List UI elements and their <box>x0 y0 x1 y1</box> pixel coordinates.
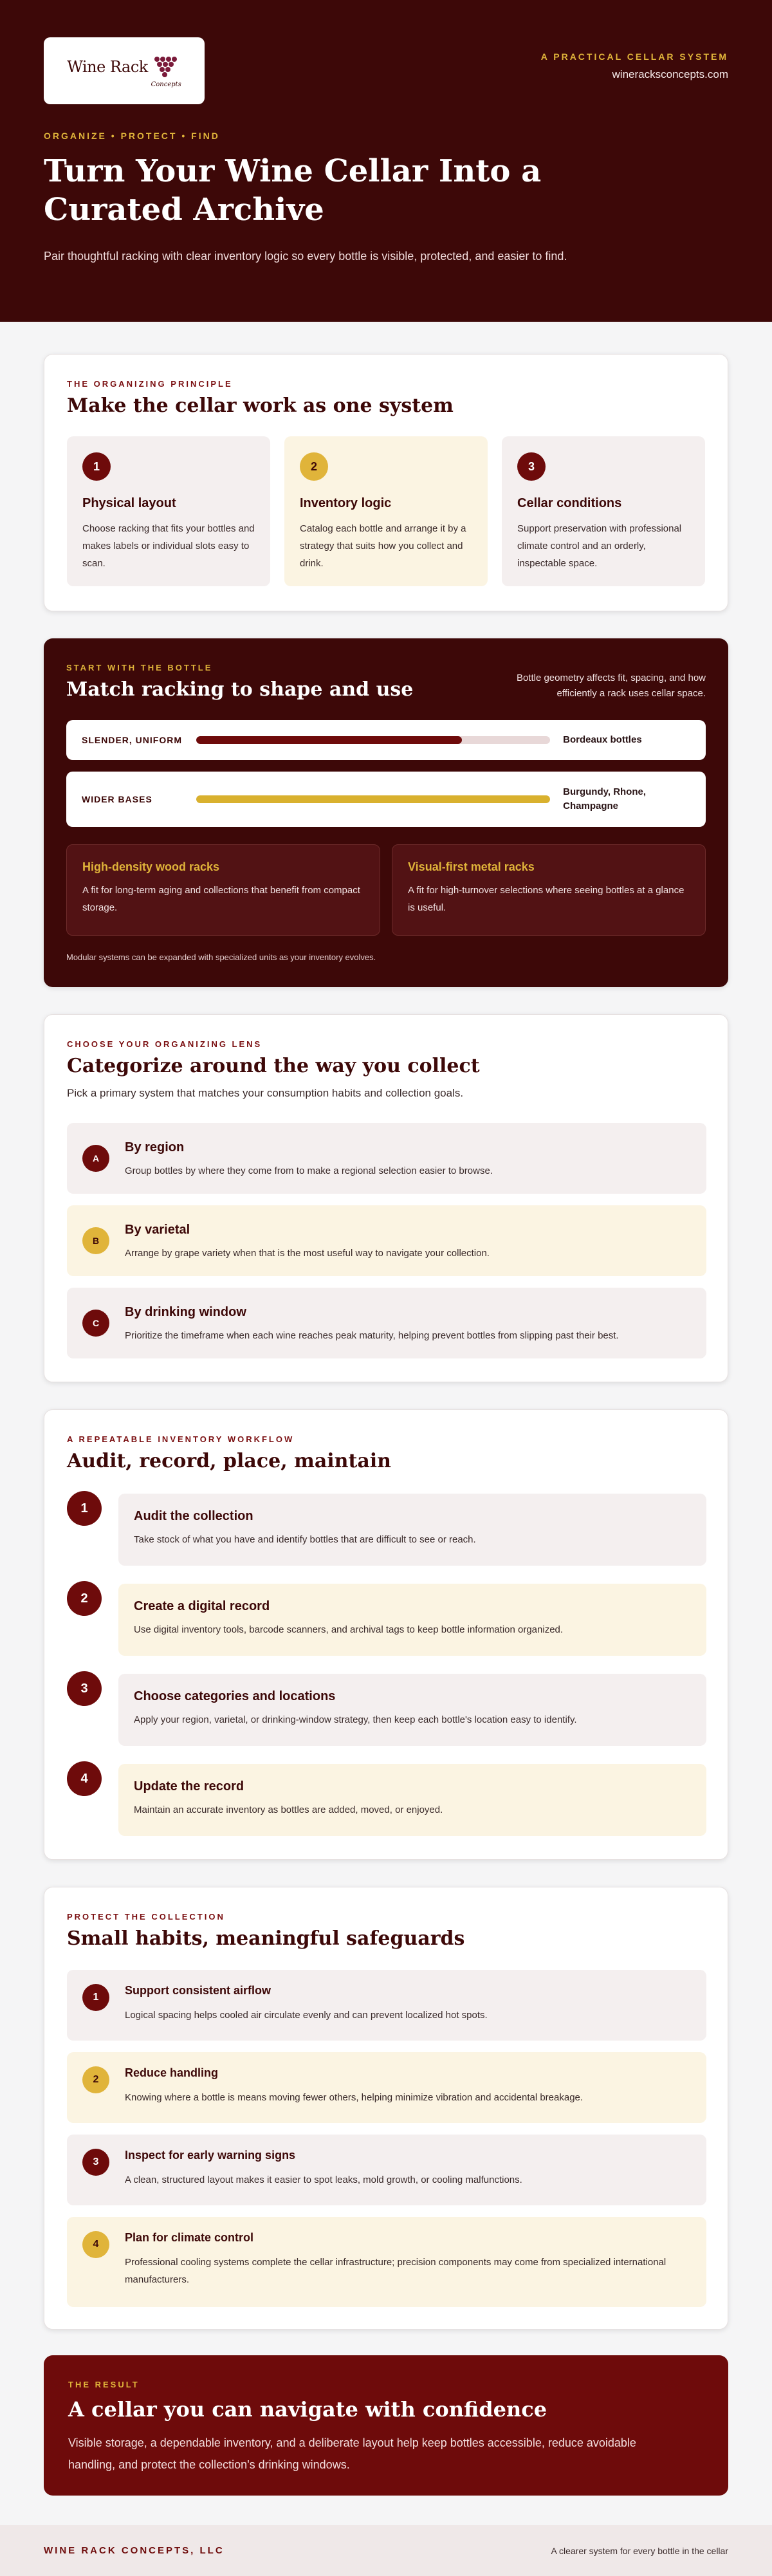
step-title: Audit the collection <box>134 1509 253 1523</box>
bar-track <box>196 795 550 803</box>
principle-section <box>44 354 728 611</box>
rack-option-card <box>392 844 706 936</box>
rack-option-card <box>66 844 380 936</box>
lens-option <box>67 1123 706 1194</box>
section-title: Match racking to shape and use <box>66 678 414 701</box>
bottle-bar-row <box>66 720 706 760</box>
result-banner <box>44 2355 728 2496</box>
step-number: 4 <box>82 2231 109 2258</box>
pillar-title: Cellar conditions <box>517 496 622 510</box>
section-kicker: THE ORGANIZING PRINCIPLE <box>67 379 233 389</box>
section-title: Small habits, meaningful safeguards <box>67 1927 465 1950</box>
safeguard-text: Logical spacing helps cooled air circulate evenly and can prevent localized hot spots. <box>125 2010 488 2021</box>
step-number: 4 <box>67 1761 102 1796</box>
rack-text: A fit for long-term aging and collections that benefit from compact storage. <box>82 885 360 913</box>
lens-section <box>44 1014 728 1382</box>
section-title: Make the cellar work as one system <box>67 394 454 417</box>
step-number: 1 <box>67 1491 102 1526</box>
step-title: Update the record <box>134 1779 244 1793</box>
pillar-title: Inventory logic <box>300 496 392 510</box>
bar-label: SLENDER, UNIFORM <box>82 735 182 745</box>
pillar-card <box>67 436 270 586</box>
option-letter: B <box>82 1227 109 1254</box>
step-number: 3 <box>517 452 546 481</box>
section-footnote: Modular systems can be expanded with specialized units as your inventory evolves. <box>66 952 376 962</box>
lens-option <box>67 1205 706 1276</box>
safeguard-text: A clean, structured layout makes it easier to spot leaks, mold growth, or cooling malfunctions. <box>125 2174 522 2185</box>
bar-track <box>196 736 550 744</box>
step-number: 1 <box>82 452 111 481</box>
bar-fill <box>196 736 462 744</box>
option-text: Prioritize the timeframe when each wine reaches peak maturity, helping prevent bottles from slipping past their best. <box>125 1330 619 1341</box>
step-text: Maintain an accurate inventory as bottles are added, moved, or enjoyed. <box>134 1804 443 1815</box>
section-note: Bottle geometry affects fit, spacing, and how efficiently a rack uses cellar space. <box>516 672 706 699</box>
bar-label: WIDER BASES <box>82 794 152 804</box>
hero-intro: Pair thoughtful racking with clear inventory logic so every bottle is visible, protected, and easier to find. <box>44 250 567 263</box>
pillar-text: Catalog each bottle and arrange it by a strategy that suits how you collect and drink. <box>300 523 466 569</box>
safeguard-item <box>67 2217 706 2307</box>
result-text: Visible storage, a dependable inventory, and a deliberate layout help keep bottles accessible, reduce avoidable handling, and protect the collection's drinking windows. <box>68 2436 636 2471</box>
page-title: Turn Your Wine Cellar Into a Curated Archive <box>44 153 542 228</box>
pillar-title: Physical layout <box>82 496 176 510</box>
safeguard-title: Plan for climate control <box>125 2231 254 2244</box>
footer-tagline: A clearer system for every bottle in the cellar <box>551 2545 728 2556</box>
section-kicker: PROTECT THE COLLECTION <box>67 1912 225 1922</box>
header-meta <box>541 51 728 81</box>
pillar-card <box>284 436 488 586</box>
safeguard-text: Professional cooling systems complete the cellar infrastructure; precision components may come from specialized international manufacturers. <box>125 2257 666 2285</box>
option-text: Arrange by grape variety when that is the most useful way to navigate your collection. <box>125 1248 490 1259</box>
step-number: 1 <box>82 1984 109 2011</box>
hero-header <box>0 0 772 322</box>
company-logo[interactable] <box>44 37 205 104</box>
safeguard-item <box>67 2135 706 2205</box>
section-subtitle: Pick a primary system that matches your consumption habits and collection goals. <box>67 1087 464 1099</box>
rack-title: Visual-first metal racks <box>408 860 535 873</box>
safeguard-title: Reduce handling <box>125 2066 219 2079</box>
safeguard-title: Inspect for early warning signs <box>125 2149 296 2162</box>
bottle-bar-row <box>66 772 706 827</box>
rack-text: A fit for high-turnover selections where seeing bottles at a glance is useful. <box>408 885 685 913</box>
bar-fill <box>196 795 550 803</box>
option-text: Group bottles by where they come from to make a regional selection easier to browse. <box>125 1165 493 1176</box>
section-kicker: A REPEATABLE INVENTORY WORKFLOW <box>67 1434 295 1444</box>
result-title: A cellar you can navigate with confidence <box>68 2397 547 2422</box>
section-kicker: CHOOSE YOUR ORGANIZING LENS <box>67 1039 262 1049</box>
step-text: Use digital inventory tools, barcode scanners, and archival tags to keep bottle information organized. <box>134 1624 564 1635</box>
pillar-text: Support preservation with professional climate control and an orderly, inspectable space. <box>517 523 682 569</box>
bottle-section <box>44 638 728 987</box>
section-kicker: START WITH THE BOTTLE <box>66 663 213 672</box>
bar-note: Bordeaux bottles <box>563 734 642 745</box>
safeguard-title: Support consistent airflow <box>125 1984 271 1997</box>
step-number: 3 <box>67 1671 102 1706</box>
step-text: Apply your region, varietal, or drinking-window strategy, then keep each bottle's location easy to identify. <box>134 1714 577 1725</box>
workflow-section <box>44 1409 728 1860</box>
option-letter: C <box>82 1310 109 1337</box>
option-title: By drinking window <box>125 1305 246 1319</box>
step-text: Take stock of what you have and identify bottles that are difficult to see or reach. <box>134 1534 476 1545</box>
grape-cluster-icon <box>152 54 181 80</box>
safeguard-item <box>67 1970 706 2041</box>
footer-company: WINE RACK CONCEPTS, LLC <box>44 2545 225 2556</box>
protect-section <box>44 1887 728 2330</box>
page-footer <box>0 2525 772 2576</box>
pillar-card <box>502 436 705 586</box>
step-number: 2 <box>67 1581 102 1616</box>
logo-subtitle: Concepts <box>151 80 181 88</box>
section-title: Categorize around the way you collect <box>67 1055 480 1077</box>
safeguard-item <box>67 2052 706 2123</box>
pillar-list <box>67 436 705 586</box>
section-kicker: THE RESULT <box>68 2380 140 2389</box>
option-letter: A <box>82 1145 109 1172</box>
lens-option <box>67 1288 706 1358</box>
bar-note: Burgundy, Rhone, Champagne <box>563 786 647 811</box>
website-link[interactable]: wineracksconcepts.com <box>612 68 728 80</box>
rack-title: High-density wood racks <box>82 860 220 873</box>
workflow-step <box>118 1494 706 1566</box>
option-title: By varietal <box>125 1223 190 1237</box>
logo-wordmark: Wine Rack <box>67 57 148 76</box>
header-tagline: A PRACTICAL CELLAR SYSTEM <box>540 51 728 62</box>
section-title: Audit, record, place, maintain <box>67 1450 391 1472</box>
safeguard-text: Knowing where a bottle is means moving fewer others, helping minimize vibration and accidental breakage. <box>125 2092 584 2103</box>
workflow-step <box>118 1764 706 1836</box>
workflow-step <box>118 1584 706 1656</box>
option-title: By region <box>125 1140 185 1154</box>
hero-kicker: ORGANIZE • PROTECT • FIND <box>44 131 220 141</box>
step-title: Choose categories and locations <box>134 1689 336 1703</box>
step-number: 2 <box>82 2066 109 2093</box>
step-title: Create a digital record <box>134 1599 270 1613</box>
step-number: 2 <box>300 452 328 481</box>
step-number: 3 <box>82 2149 109 2176</box>
pillar-text: Choose racking that fits your bottles and makes labels or individual slots easy to scan. <box>82 523 255 569</box>
workflow-step <box>118 1674 706 1746</box>
